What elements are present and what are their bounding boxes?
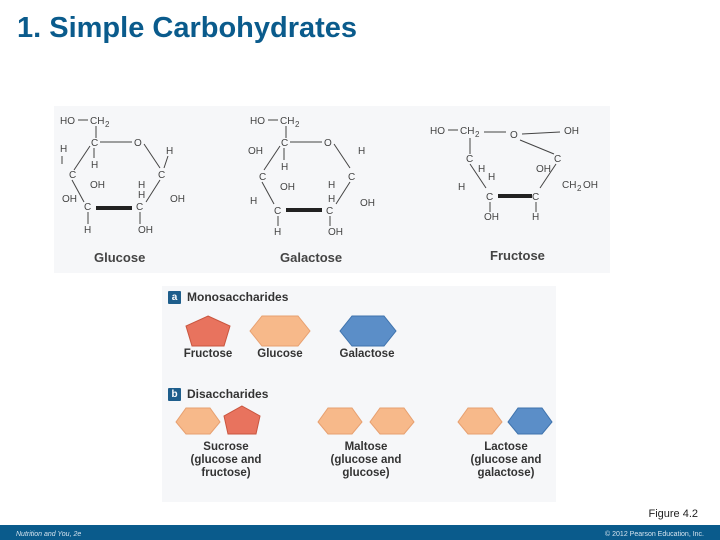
svg-text:C: C xyxy=(466,154,474,165)
lactose-galactose-hexagon xyxy=(508,408,552,434)
maltose-glucose-hexagon-1 xyxy=(318,408,362,434)
svg-text:O: O xyxy=(510,130,518,141)
section-tag-b: b xyxy=(168,388,181,401)
lactose-glucose-hexagon xyxy=(458,408,502,434)
svg-text:2: 2 xyxy=(577,184,582,193)
svg-text:H: H xyxy=(478,164,486,175)
svg-text:2: 2 xyxy=(295,120,300,129)
footer-bar xyxy=(0,525,720,540)
monosaccharide-label-fructose: Fructose xyxy=(183,348,233,360)
svg-text:OH: OH xyxy=(62,194,77,205)
disaccharide-label-lactose: Lactose (glucose and galactose) xyxy=(470,441,542,479)
svg-text:CH: CH xyxy=(280,116,295,127)
svg-text:C: C xyxy=(158,170,166,181)
svg-text:OH: OH xyxy=(138,225,153,236)
svg-text:C: C xyxy=(486,192,494,203)
disaccharides-heading xyxy=(168,387,268,401)
svg-text:C: C xyxy=(259,172,267,183)
slide-title: 1. Simple Carbohydrates xyxy=(17,12,358,44)
svg-text:H: H xyxy=(250,196,258,207)
saccharides-panel xyxy=(162,286,556,502)
svg-text:H: H xyxy=(274,227,282,238)
svg-text:C: C xyxy=(326,206,334,217)
svg-text:H: H xyxy=(328,180,336,191)
structures-diagram xyxy=(54,106,610,273)
svg-text:H: H xyxy=(488,172,496,183)
galactose-label: Galactose xyxy=(280,250,343,265)
monosaccharide-label-galactose: Galactose xyxy=(339,348,395,360)
svg-text:C: C xyxy=(281,138,289,149)
svg-text:C: C xyxy=(136,202,144,213)
svg-text:OH: OH xyxy=(280,182,295,193)
svg-text:OH: OH xyxy=(170,194,185,205)
svg-text:OH: OH xyxy=(360,198,375,209)
svg-text:H: H xyxy=(138,190,146,201)
sucrose-glucose-hexagon xyxy=(176,408,220,434)
svg-text:H: H xyxy=(458,182,466,193)
sucrose-fructose-pentagon xyxy=(224,406,260,434)
svg-text:HO: HO xyxy=(60,116,75,127)
fructose-structure xyxy=(430,126,598,263)
svg-text:CH: CH xyxy=(90,116,105,127)
svg-text:H: H xyxy=(91,160,99,171)
svg-text:C: C xyxy=(532,192,540,203)
svg-text:HO: HO xyxy=(430,126,445,137)
svg-text:HO: HO xyxy=(250,116,265,127)
svg-text:C: C xyxy=(84,202,92,213)
structures-panel xyxy=(54,106,610,273)
svg-text:C: C xyxy=(274,206,282,217)
svg-text:H: H xyxy=(166,146,174,157)
disaccharide-label-sucrose: Sucrose (glucose and fructose) xyxy=(190,441,262,479)
svg-text:H: H xyxy=(281,162,289,173)
svg-text:CH: CH xyxy=(460,126,475,137)
svg-text:H: H xyxy=(328,194,336,205)
glucose-label: Glucose xyxy=(94,250,146,265)
fructose-label: Fructose xyxy=(490,248,545,263)
footer-copyright: © 2012 Pearson Education, Inc. xyxy=(605,531,704,538)
svg-text:2: 2 xyxy=(105,120,110,129)
maltose-glucose-hexagon-2 xyxy=(370,408,414,434)
galactose-structure xyxy=(248,116,375,265)
svg-text:H: H xyxy=(84,225,92,236)
svg-text:O: O xyxy=(134,138,142,149)
svg-text:C: C xyxy=(348,172,356,183)
monosaccharide-label-glucose: Glucose xyxy=(257,348,303,360)
svg-text:OH: OH xyxy=(536,164,551,175)
monosaccharides-title: Monosaccharides xyxy=(187,290,289,304)
svg-text:H: H xyxy=(138,180,146,191)
svg-text:OH: OH xyxy=(248,146,263,157)
svg-text:OH: OH xyxy=(484,212,499,223)
svg-text:OH: OH xyxy=(328,227,343,238)
glucose-structure xyxy=(60,116,185,265)
fructose-pentagon xyxy=(186,316,230,346)
svg-text:H: H xyxy=(532,212,540,223)
svg-text:H: H xyxy=(60,144,68,155)
footer-book-title: Nutrition and You, 2e xyxy=(16,531,82,538)
svg-text:OH: OH xyxy=(90,180,105,191)
svg-text:2: 2 xyxy=(475,130,480,139)
disaccharides-title: Disaccharides xyxy=(187,387,269,401)
disaccharide-label-maltose: Maltose (glucose and glucose) xyxy=(330,441,402,479)
galactose-hexagon xyxy=(340,316,396,346)
svg-text:C: C xyxy=(554,154,562,165)
svg-text:O: O xyxy=(324,138,332,149)
svg-text:C: C xyxy=(69,170,77,181)
svg-text:H: H xyxy=(358,146,366,157)
section-tag-a: a xyxy=(168,291,181,304)
glucose-hexagon xyxy=(250,316,310,346)
svg-text:OH: OH xyxy=(583,180,598,191)
svg-text:CH: CH xyxy=(562,180,577,191)
svg-text:OH: OH xyxy=(564,126,579,137)
figure-caption: Figure 4.2 xyxy=(648,508,698,520)
svg-text:C: C xyxy=(91,138,99,149)
